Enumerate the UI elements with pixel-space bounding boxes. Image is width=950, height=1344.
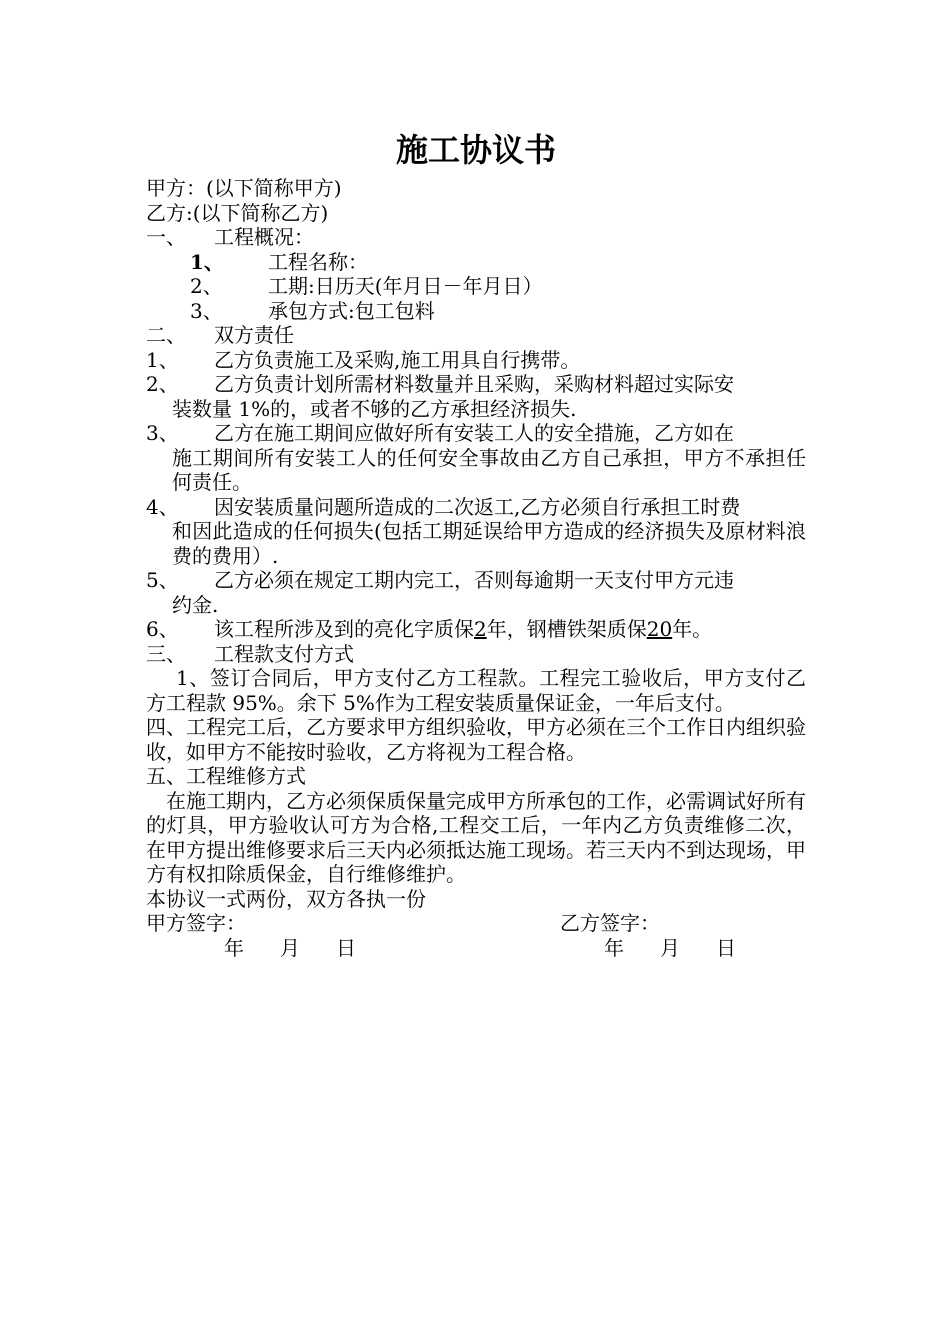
document-body bbox=[146, 130, 806, 960]
party-b-line: 乙方:(以下简称乙方) bbox=[146, 200, 329, 225]
warranty-years-frame: 20 bbox=[646, 617, 673, 641]
section-2-heading bbox=[146, 323, 806, 348]
warranty-years-lettering: 2 bbox=[474, 617, 487, 641]
item-text-line1: 乙方在施工期间应做好所有安装工人的安全措施，乙方如在 bbox=[214, 421, 734, 445]
section-2-number: 二、 bbox=[146, 323, 186, 347]
item-text-part: 年，钢槽铁架质保 bbox=[486, 617, 647, 641]
item-text-part: 该工程所涉及到的亮化字质保 bbox=[214, 617, 474, 641]
party-a-date-year: 年 bbox=[224, 935, 244, 960]
section-3-heading bbox=[146, 642, 806, 667]
party-a-date-day: 日 bbox=[336, 935, 356, 960]
section-1-heading bbox=[146, 225, 806, 250]
section-4-paragraph: 四、工程完工后，乙方要求甲方组织验收，甲方必须在三个工作日内组织验收，如甲方不能按时验收，乙方将视为工程合格。 bbox=[146, 715, 806, 764]
section-1-item bbox=[146, 274, 806, 299]
item-text-continued: 装数量 1%的，或者不够的乙方承担经济损失. bbox=[172, 396, 577, 421]
item-text-line1: 乙方必须在规定工期内完工，否则每逾期一天支付甲方元违 bbox=[214, 568, 734, 592]
section-3-number: 三、 bbox=[146, 641, 186, 666]
item-number: 1、 bbox=[190, 249, 224, 274]
section-1-item bbox=[146, 299, 806, 324]
item-text-line1: 乙方负责计划所需材料数量并且采购，采购材料超过实际安 bbox=[214, 372, 734, 396]
item-number: 6、 bbox=[146, 617, 179, 641]
item-number: 2、 bbox=[190, 274, 223, 298]
item-text-continued: 施工期间所有安装工人的任何安全事故由乙方自己承担，甲方不承担任何责任。 bbox=[172, 445, 806, 494]
item-number: 3、 bbox=[146, 421, 179, 445]
section-2-item bbox=[146, 495, 806, 569]
item-number: 4、 bbox=[146, 494, 179, 519]
party-b-date-month: 月 bbox=[660, 935, 680, 960]
signature-row bbox=[146, 911, 806, 936]
closing-line: 本协议一式两份，双方各执一份 bbox=[146, 886, 426, 911]
section-5-heading: 五、工程维修方式 bbox=[146, 764, 306, 788]
item-text-part: 年。 bbox=[672, 617, 713, 641]
date-row bbox=[146, 936, 806, 961]
item-text-continued: 和因此造成的任何损失(包括工期延误给甲方造成的经济损失及原材料浪费的费用）. bbox=[172, 519, 806, 568]
item-text-continued: 约金. bbox=[172, 592, 219, 617]
section-2-item bbox=[146, 617, 806, 642]
section-3-title: 工程款支付方式 bbox=[214, 641, 354, 666]
section-1-number: 一、 bbox=[146, 225, 186, 249]
section-2-item bbox=[146, 372, 806, 421]
section-3-paragraph: 1、签订合同后，甲方支付乙方工程款。工程完工验收后，甲方支付乙方工程款 95%。余下 5%作为工程安装质量保证金，一年后支付。 bbox=[146, 666, 806, 715]
document-title: 施工协议书 bbox=[395, 131, 556, 169]
section-2-item bbox=[146, 568, 806, 617]
section-1-title: 工程概况： bbox=[214, 225, 314, 249]
party-a-date-month: 月 bbox=[280, 935, 300, 960]
party-a-line: 甲方：(以下简称甲方) bbox=[146, 176, 342, 200]
party-a-signature-label: 甲方签字： bbox=[146, 911, 246, 935]
section-1-item bbox=[146, 250, 806, 275]
section-2-title: 双方责任 bbox=[214, 323, 294, 347]
section-5-paragraph: 在施工期内，乙方必须保质保量完成甲方所承包的工作，必需调试好所有的灯具，甲方验收认可方为合格,工程交工后，一年内乙方负责维修二次，在甲方提出维修要求后三天内必须抵达施工现场。若三天内不到达现场，甲方有权扣除质保金，自行维修维护。 bbox=[146, 788, 806, 886]
item-number: 5、 bbox=[146, 568, 179, 592]
section-2-item bbox=[146, 421, 806, 495]
party-b-date-day: 日 bbox=[716, 935, 736, 960]
item-number: 3、 bbox=[190, 298, 223, 323]
party-b-date-year: 年 bbox=[604, 935, 624, 960]
section-2-item bbox=[146, 348, 806, 373]
party-b-signature-label: 乙方签字： bbox=[560, 911, 660, 935]
item-text-line1: 因安装质量问题所造成的二次返工,乙方必须自行承担工时费 bbox=[214, 494, 741, 519]
item-text: 工程名称： bbox=[268, 249, 368, 274]
item-number: 2、 bbox=[146, 372, 179, 396]
item-number: 1、 bbox=[146, 347, 179, 372]
item-text: 承包方式:包工包料 bbox=[268, 298, 435, 323]
item-text: 乙方负责施工及采购,施工用具自行携带。 bbox=[214, 347, 581, 372]
item-text: 工期:日历天(年月日－年月日） bbox=[268, 274, 543, 298]
